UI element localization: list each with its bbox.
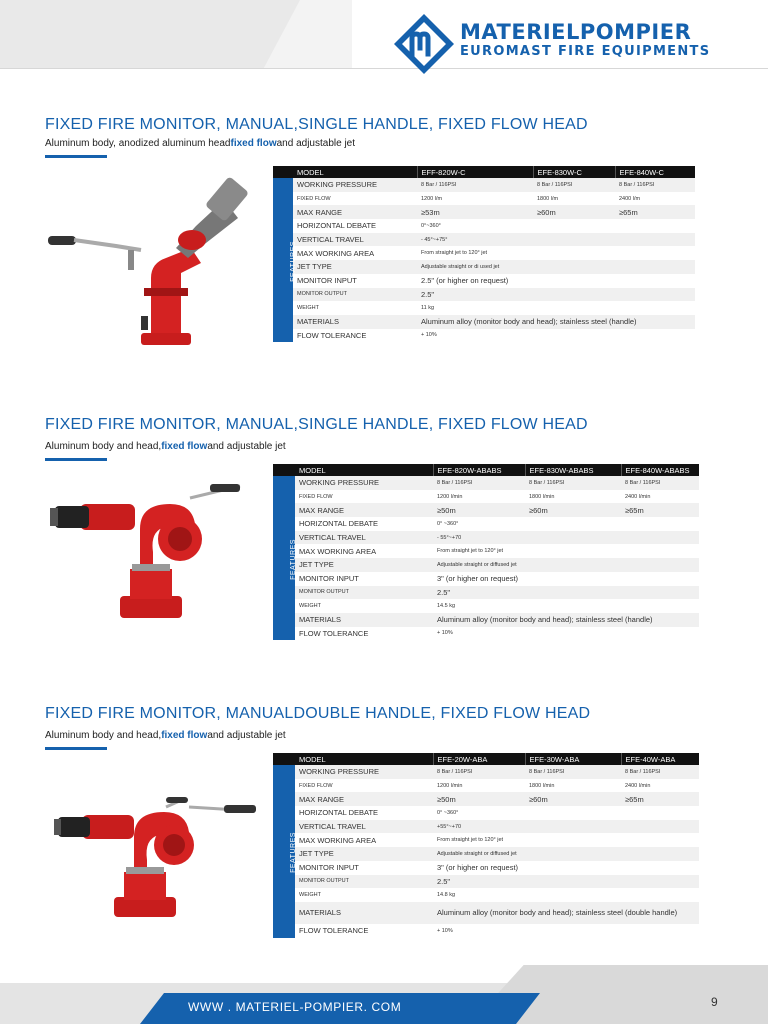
section-title: FIXED FIRE MONITOR, MANUALDOUBLE HANDLE, FIXED FLOW HEAD (45, 705, 591, 722)
cell-value: ≥60m (525, 503, 621, 517)
table-row (273, 599, 699, 613)
cell-value: + 10% (433, 627, 699, 641)
table-row (273, 288, 695, 302)
table-row (273, 315, 695, 329)
table-row (273, 572, 699, 586)
cell-value: 2400 l/min (621, 779, 699, 793)
table-row (273, 888, 699, 902)
cell-value: 1800 l/min (525, 490, 621, 504)
cell-value: 0° ~360° (433, 806, 699, 820)
cell-value: 8 Bar / 116PSI (615, 178, 695, 192)
table-row (273, 274, 695, 288)
cell-value: 1200 l/min (433, 490, 525, 504)
row-label: HORIZONTAL DEBATE (293, 219, 417, 233)
table-row (273, 205, 695, 219)
features-label: FEATURES (273, 476, 295, 640)
cell-value: ≥50m (433, 503, 525, 517)
row-label: JET TYPE (293, 260, 417, 274)
row-label: MAX RANGE (295, 503, 433, 517)
cell-value: 14.8 kg (433, 888, 699, 902)
section-subtitle: Aluminum body and head,fixed flowand adjustable jet (45, 730, 286, 741)
cell-value: 8 Bar / 116PSI (433, 765, 525, 779)
row-label: MAX RANGE (293, 205, 417, 219)
table-row (273, 847, 699, 861)
cell-value: ≥65m (621, 792, 699, 806)
row-label: MONITOR INPUT (293, 274, 417, 288)
table-row (273, 861, 699, 875)
table-row (273, 613, 699, 627)
cell-value: 1200 l/m (417, 192, 533, 206)
table-header-row (273, 166, 695, 178)
row-label: MAX WORKING AREA (293, 246, 417, 260)
table-row (273, 792, 699, 806)
table-row (273, 192, 695, 206)
row-label: VERTICAL TRAVEL (293, 233, 417, 247)
section-subtitle: Aluminum body and head,fixed flowand adjustable jet (45, 441, 286, 452)
model-name: EFE-830W-ABABS (525, 464, 621, 476)
footer (0, 965, 768, 1024)
model-name: EFE-820W-ABABS (433, 464, 525, 476)
row-label: MAX RANGE (295, 792, 433, 806)
row-label: FIXED FLOW (295, 779, 433, 793)
cell-value: 8 Bar / 116PSI (433, 476, 525, 490)
cell-value: ≥65m (621, 503, 699, 517)
cell-value: From straight jet to 120° jet (433, 833, 699, 847)
section-title: FIXED FIRE MONITOR, MANUAL,SINGLE HANDLE, FIXED FLOW HEAD (45, 416, 588, 433)
cell-value: 0° ~360° (433, 517, 699, 531)
table-row (273, 301, 695, 315)
table-row (273, 178, 695, 192)
brand-logo-icon (393, 13, 455, 75)
model-header: MODEL (293, 166, 417, 178)
cell-value: From straight jet to 120° jet (417, 246, 695, 260)
table-row (273, 517, 699, 531)
cell-value: Adjustable straight or diffused jet (433, 558, 699, 572)
section-underline (45, 458, 107, 461)
cell-value: + 10% (417, 329, 695, 343)
cell-value: - 55°~+70 (433, 531, 699, 545)
model-name: EFE-830W-C (533, 166, 615, 178)
cell-value: 1200 l/min (433, 779, 525, 793)
row-label: MAX WORKING AREA (295, 544, 433, 558)
table-row (273, 765, 699, 779)
row-label: MATERIALS (295, 613, 433, 627)
table-row (273, 875, 699, 889)
cell-value: 3" (or higher on request) (433, 861, 699, 875)
row-label: FIXED FLOW (293, 192, 417, 206)
cell-value: + 10% (433, 924, 699, 938)
row-label: JET TYPE (295, 847, 433, 861)
table-row (273, 544, 699, 558)
fire-monitor-photo (46, 178, 252, 348)
table-row (273, 806, 699, 820)
cell-value: 2.5" (433, 586, 699, 600)
cell-value: 1800 l/min (525, 779, 621, 793)
cell-value: 2.5" (433, 875, 699, 889)
cell-value: ≥50m (433, 792, 525, 806)
model-name: EFE-30W-ABA (525, 753, 621, 765)
cell-value: 0°~360° (417, 219, 695, 233)
cell-value: Adjustable straight or di used jet (417, 260, 695, 274)
cell-value: 2.5" (or higher on request) (417, 274, 695, 288)
row-label: WEIGHT (295, 888, 433, 902)
table-header-row (273, 464, 699, 476)
cell-value: ≥53m (417, 205, 533, 219)
row-label: HORIZONTAL DEBATE (295, 517, 433, 531)
spec-table (273, 464, 699, 640)
row-label: FLOW TOLERANCE (293, 329, 417, 343)
cell-value: Aluminum alloy (monitor body and head); stainless steel (double handle) (433, 902, 699, 924)
cell-value: Adjustable straight or diffused jet (433, 847, 699, 861)
brand-tagline: EUROMAST FIRE EQUIPMENTS (460, 44, 711, 59)
row-label: JET TYPE (295, 558, 433, 572)
cell-value: 8 Bar / 116PSI (621, 476, 699, 490)
row-label: MATERIALS (295, 902, 433, 924)
cell-value: 11 kg (417, 301, 695, 315)
table-row (273, 476, 699, 490)
brand-name: MATERIELPOMPIER (460, 20, 692, 44)
section-title: FIXED FIRE MONITOR, MANUAL,SINGLE HANDLE, FIXED FLOW HEAD (45, 116, 588, 133)
model-name: EFE-40W-ABA (621, 753, 699, 765)
row-label: WORKING PRESSURE (295, 765, 433, 779)
features-label: FEATURES (273, 765, 295, 938)
section-underline (45, 747, 107, 750)
row-label: WORKING PRESSURE (295, 476, 433, 490)
model-header: MODEL (295, 464, 433, 476)
spec-table (273, 753, 699, 938)
section-underline (45, 155, 107, 158)
model-name: EFF-820W-C (417, 166, 533, 178)
row-label: MONITOR OUTPUT (295, 586, 433, 600)
cell-value: Aluminum alloy (monitor body and head); stainless steel (handle) (433, 613, 699, 627)
cell-value: 3" (or higher on request) (433, 572, 699, 586)
model-name: EFE-840W-ABABS (621, 464, 699, 476)
table-row (273, 246, 695, 260)
table-row (273, 627, 699, 641)
row-label: MAX WORKING AREA (295, 833, 433, 847)
row-label: WEIGHT (293, 301, 417, 315)
cell-value: Aluminum alloy (monitor body and head); stainless steel (handle) (417, 315, 695, 329)
page-number: 9 (711, 995, 718, 1009)
cell-value: 1800 l/m (533, 192, 615, 206)
cell-value: 8 Bar / 116PSI (417, 178, 533, 192)
cell-value: ≥60m (533, 205, 615, 219)
row-label: MONITOR OUTPUT (293, 288, 417, 302)
table-row (273, 233, 695, 247)
row-label: FLOW TOLERANCE (295, 627, 433, 641)
cell-value: - 45°~+75° (417, 233, 695, 247)
row-label: FLOW TOLERANCE (295, 924, 433, 938)
cell-value: 2400 l/min (621, 490, 699, 504)
row-label: VERTICAL TRAVEL (295, 531, 433, 545)
cell-value: 2400 l/m (615, 192, 695, 206)
features-label: FEATURES (273, 178, 293, 342)
cell-value: ≥65m (615, 205, 695, 219)
cell-value: 2.5" (417, 288, 695, 302)
table-row (273, 219, 695, 233)
model-name: EFE-840W-C (615, 166, 695, 178)
table-row (273, 820, 699, 834)
model-header: MODEL (295, 753, 433, 765)
section-subtitle: Aluminum body, anodized aluminum headfixed flowand adjustable jet (45, 138, 356, 149)
cell-value: ≥60m (525, 792, 621, 806)
model-name: EFE-20W-ABA (433, 753, 525, 765)
table-row (273, 902, 699, 924)
cell-value: +55°~+70 (433, 820, 699, 834)
cell-value: 14.5 kg (433, 599, 699, 613)
fire-monitor-photo (50, 484, 245, 624)
table-row (273, 558, 699, 572)
table-row (273, 329, 695, 343)
cell-value: 8 Bar / 116PSI (621, 765, 699, 779)
fire-monitor-photo (54, 797, 259, 922)
row-label: MONITOR INPUT (295, 861, 433, 875)
table-row (273, 586, 699, 600)
row-label: HORIZONTAL DEBATE (295, 806, 433, 820)
row-label: MONITOR INPUT (295, 572, 433, 586)
table-header-row (273, 753, 699, 765)
row-label: FIXED FLOW (295, 490, 433, 504)
cell-value: 8 Bar / 116PSI (525, 765, 621, 779)
table-row (273, 503, 699, 517)
row-label: VERTICAL TRAVEL (295, 820, 433, 834)
row-label: MONITOR OUTPUT (295, 875, 433, 889)
table-row (273, 833, 699, 847)
table-row (273, 490, 699, 504)
table-row (273, 924, 699, 938)
spec-table (273, 166, 695, 342)
table-row (273, 260, 695, 274)
cell-value: From straight jet to 120° jet (433, 544, 699, 558)
cell-value: 8 Bar / 116PSI (533, 178, 615, 192)
row-label: MATERIALS (293, 315, 417, 329)
table-row (273, 531, 699, 545)
header-divider (0, 68, 768, 69)
website-link[interactable]: WWW . MATERIEL-POMPIER. COM (188, 1000, 402, 1014)
row-label: WORKING PRESSURE (293, 178, 417, 192)
table-row (273, 779, 699, 793)
row-label: WEIGHT (295, 599, 433, 613)
cell-value: 8 Bar / 116PSI (525, 476, 621, 490)
